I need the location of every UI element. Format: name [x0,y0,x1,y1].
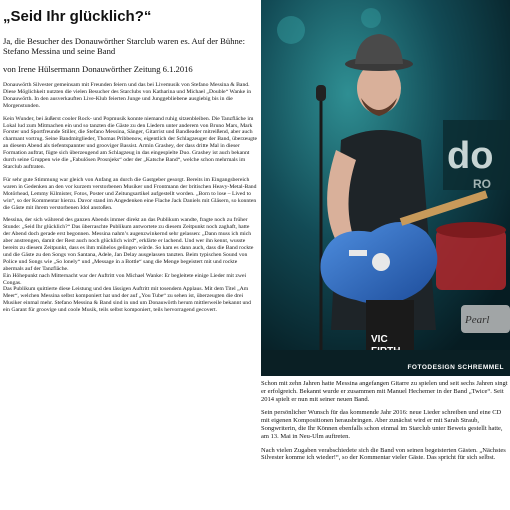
article-right-column [261,0,510,510]
article-left-column [3,0,258,510]
microphone [316,85,326,101]
article-paragraph: Für sehr gute Stimmung war gleich von Anfang an durch die Gastgeber gesorgt. Bereits im Eingangsbereich waren in Gedenken an den vor kurzem verstorbenen Musiker und Frontmann der britischen Heavy-Metal-Band Motörhead, Lemmy Kilmister, Fotos, Poster und Zeitungsartikel aufgestellt worden. „Born to lose – Lived to win“, so der Kommentar hierzu. Davor stand im Angedenken eine Flache Jack Daniels mit Gläsern, so konnten die Gäste mit ihrem verstorbenen Idol anstoßen. [3,176,257,211]
guitarist-photo-illustration [261,0,510,376]
photo-watermark: FOTODESIGN SCHREMMEL [407,364,504,371]
article-paragraph: Kein Wunder, bei äußerst cooler Rock- und Popmusik konnte niemand ruhig sitzenbleiben. Die Tanzfläche im Lokal lud zum Mitmachen ein und so tanzten die Gäste zu den Liedern unter anderem von Bruno Mars, Mark Forster und Sportfreunde Stiller, die Stefano Messina, Sänger, Gitarrist und Bandleader mitreißend, aber auch charmant vortrug. Seine Bandmitglieder, Thomas Pribbenow, eigentlich der Schlagzeuger der Band, überzeugte an diesem Abend als tiefentspannter und grooviger Bassist. Armin Grashey, der dass dritte Mal in dieser Formation auftrat, fügte sich überzeugend am Schlagzeug in das eingespielte Duo. Grashey ist auch bekannt durch seine Gruppen wie die „Fabulösen Prosnjeks“ oder der „Katsche Band“, welche schon mehrmals im Starclub auftraten. [3,115,258,170]
svg-text:do: do [447,135,494,177]
svg-text:Pearl: Pearl [465,314,490,326]
article-paragraph: Ein Höhepunkt nach Mitternacht war der Auftritt von Michael Wanke: Er begleitete einige Lieder mit zwei Congas. [3,272,247,286]
article-paragraph: Sein persönlicher Wunsch für das kommende Jahr 2016: neue Lieder schreiben und eine CD mit eigenen Kompositionen herausbringen. Aber zunächst wird er mit Sarah Straub, Songwriterin, die Ihr Können ebenfalls schon einmal im Starclub unter Beweis gestellt hatte, am 13. Mai in Neu-Ulm auftreten. [261,409,503,440]
article-byline: von Irene Hülsermann Donauwörther Zeitung 6.1.2016 [3,64,193,74]
svg-text:RO: RO [473,177,491,191]
photo-caption: Schon mit zehn Jahren hatte Messina angefangen Gitarre zu spielen und seit sechs Jahren singt er erfolgreich. Bekannt wurde er zusammen mit Manuel Hechemer in der Band „Twice“. Seit 2014 spielt er nun mit seiner neuen Band. [261,380,508,403]
article-title: „Seid Ihr glücklich?“ [3,8,152,25]
article-paragraph: Donauwörth Silvester gemeinsam mit Freunden feiern und das bei Livemusik von Stefano Messina & Band. Diese Möglichkeit nutzten die vielen Besucher des Starclubs von Katharina und Michael „Double“ Wanke in Donauwörth. In den ausverkauften Live-Klub feierten Junge und Junggebliebene ausgiebig bis in die Morgenstunden. [3,82,252,109]
concert-photo [261,0,510,376]
article-paragraph: Das Publikum quittierte diese Leistung und den lässigen Auftritt mit tosendem Applaus. Mit dem Titel „Am Meer“, welchen Messina selbst komponiert hat und der auf „You Tube“ zu sehen ist, überzeugten die drei Musiker einmal mehr. Stefano Messina & Band sind in und um Donauwörth herum mittlerweile bekannt und ein Garant für groovige und coole Musik, teils selbst komponiert, teils hervorragend gecovert. [3,286,251,314]
drum-kit [436,230,506,290]
svg-text:VIC: VIC [371,334,388,345]
article-paragraph: Nach vielen Zugaben verabschiedete sich die Band von seinen begeisterten Gästen. „Nächstes Silvester komme ich wieder!“, so der Kommentar vieler Gäste. Das spricht für sich selbst. [261,446,506,462]
article-subtitle: Ja, die Besucher des Donauwörther Starclub waren es. Auf der Bühne: Stefano Messina und seine Band [3,36,245,56]
article-paragraph: Messina, der sich während des ganzen Abends immer direkt an das Publikum wandte, fragte noch zu früher Stunde: „Seid Ihr glücklich?“ Das überraschte Publikum antwortete zu diesem Zeitpunkt noch zaghaft, hatte der Abend doch gerade erst begonnen. Messina nahm’s augenzwinkernd sehr gelassen: „Dann muss ich mich aber anstrengen, damit der Rest auch noch glücklich wird“, erklärte er lachend. Und wer ihn kennt, wusste bereits zu diesem Zeitpunkt, dass es ihm mühelos gelingen würde. So kam es dann auch, dass die Band rockte und die Gäste zu den Songs von Santana, Adele, Jan Delay ausgelassen tanzten. Beim typischen Sound von Police und Songs wie „So lonely“ und „Message in a Bottle“ sang die Menge begeistert mit und rockte abermals auf der Tanzfläche. [3,217,254,272]
